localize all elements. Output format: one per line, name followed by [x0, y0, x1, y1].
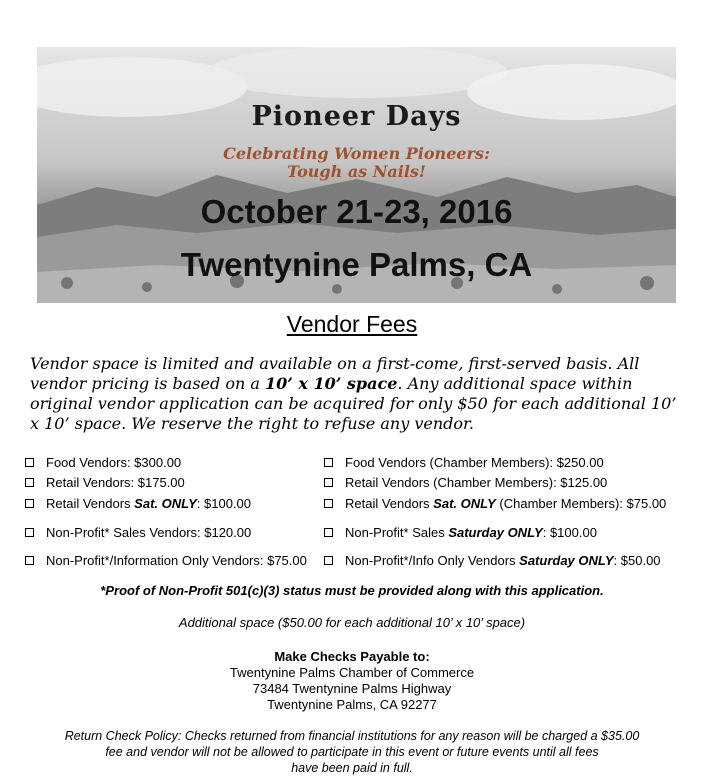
- fee-text-suffix: (Chamber Members): $75.00: [495, 496, 667, 511]
- return-check-policy: [30, 728, 674, 776]
- fee-item-retail-vendors: [25, 475, 185, 491]
- banner-subtitle-line1: Celebrating Women Pioneers:: [223, 144, 490, 163]
- fee-item-food-vendors-chamber: [324, 455, 604, 471]
- fee-text-suffix: : $100.00: [542, 525, 597, 540]
- checkbox-icon[interactable]: [25, 478, 34, 487]
- fee-text-suffix: : $50.00: [613, 553, 661, 568]
- additional-space-note: Additional space ($50.00 for each additional 10’ x 10’ space): [178, 615, 526, 630]
- fee-emphasis: Sat. ONLY: [433, 496, 496, 511]
- checkbox-icon[interactable]: [25, 528, 34, 537]
- fee-emphasis: Sat. ONLY: [134, 496, 197, 511]
- event-banner: [37, 47, 676, 303]
- fee-item-nonprofit-sales: [25, 525, 251, 541]
- checks-heading: Make Checks Payable to:: [274, 649, 430, 664]
- checks-city: Twentynine Palms, CA 92277: [267, 697, 437, 712]
- intro-space-size: 10’ x 10’ space: [265, 374, 398, 393]
- fee-item-nonprofit-sales-saturday: [324, 525, 597, 541]
- fee-item-retail-sat-only: [25, 496, 251, 512]
- checkbox-icon[interactable]: [324, 478, 333, 487]
- intro-text-part2: . Any additional space within original vendor application can be acquired for only $50 for each additional 10’ x 10’ space. We reserve the right to refuse any vendor.: [30, 374, 677, 433]
- checkbox-icon[interactable]: [324, 499, 333, 508]
- banner-location: Twentynine Palms, CA: [180, 246, 533, 283]
- fee-item-food-vendors: [25, 455, 181, 471]
- fee-text: Retail Vendors: [46, 496, 135, 511]
- intro-paragraph: [30, 354, 690, 434]
- banner-subtitle-line2: Tough as Nails!: [287, 162, 426, 181]
- banner-title: Pioneer Days: [251, 101, 462, 132]
- checks-street: 73484 Twentynine Palms Highway: [252, 681, 452, 696]
- fee-text: Non-Profit* Sales Vendors: $120.00: [46, 525, 252, 540]
- banner-dates: October 21-23, 2016: [200, 193, 513, 230]
- fee-item-nonprofit-info: [25, 553, 307, 569]
- fee-item-nonprofit-info-saturday: [324, 553, 661, 569]
- fee-text: Retail Vendors: [345, 496, 434, 511]
- fee-text: Non-Profit* Sales: [345, 525, 449, 540]
- checkbox-icon[interactable]: [324, 556, 333, 565]
- checks-payee: Twentynine Palms Chamber of Commerce: [229, 665, 475, 680]
- policy-line3: have been paid in full.: [291, 761, 413, 775]
- intro-text-part1: Vendor space is limited and available on a first-come, first-served basis. All vendor pricing is based on a: [30, 354, 640, 393]
- page-heading: Vendor Fees: [286, 311, 418, 337]
- fee-text-suffix: : $100.00: [196, 496, 251, 511]
- fee-text: Non-Profit*/Info Only Vendors: [345, 553, 520, 568]
- checkbox-icon[interactable]: [25, 458, 34, 467]
- checkbox-icon[interactable]: [25, 556, 34, 565]
- fee-emphasis: Saturday ONLY: [519, 553, 614, 568]
- fee-text: Food Vendors: $300.00: [46, 455, 182, 470]
- fee-text: Food Vendors (Chamber Members): $250.00: [345, 455, 604, 470]
- checks-payable-block: [0, 649, 704, 713]
- fee-text: Non-Profit*/Information Only Vendors: $75.00: [46, 553, 307, 568]
- checkbox-icon[interactable]: [324, 528, 333, 537]
- nonprofit-proof-note: *Proof of Non-Profit 501(c)(3) status must be provided along with this application.: [100, 583, 604, 598]
- fee-item-retail-sat-only-chamber: [324, 496, 666, 512]
- checkbox-icon[interactable]: [25, 499, 34, 508]
- fee-text: Retail Vendors: $175.00: [46, 475, 185, 490]
- fee-emphasis: Saturday ONLY: [448, 525, 543, 540]
- policy-line2: fee and vendor will not be allowed to participate in this event or future events until all fees: [105, 745, 599, 759]
- fee-item-retail-vendors-chamber: [324, 475, 607, 491]
- checkbox-icon[interactable]: [324, 458, 333, 467]
- fee-text: Retail Vendors (Chamber Members): $125.00: [345, 475, 608, 490]
- policy-line1: Return Check Policy: Checks returned from financial institutions for any reason will be charged a $35.00: [64, 729, 640, 743]
